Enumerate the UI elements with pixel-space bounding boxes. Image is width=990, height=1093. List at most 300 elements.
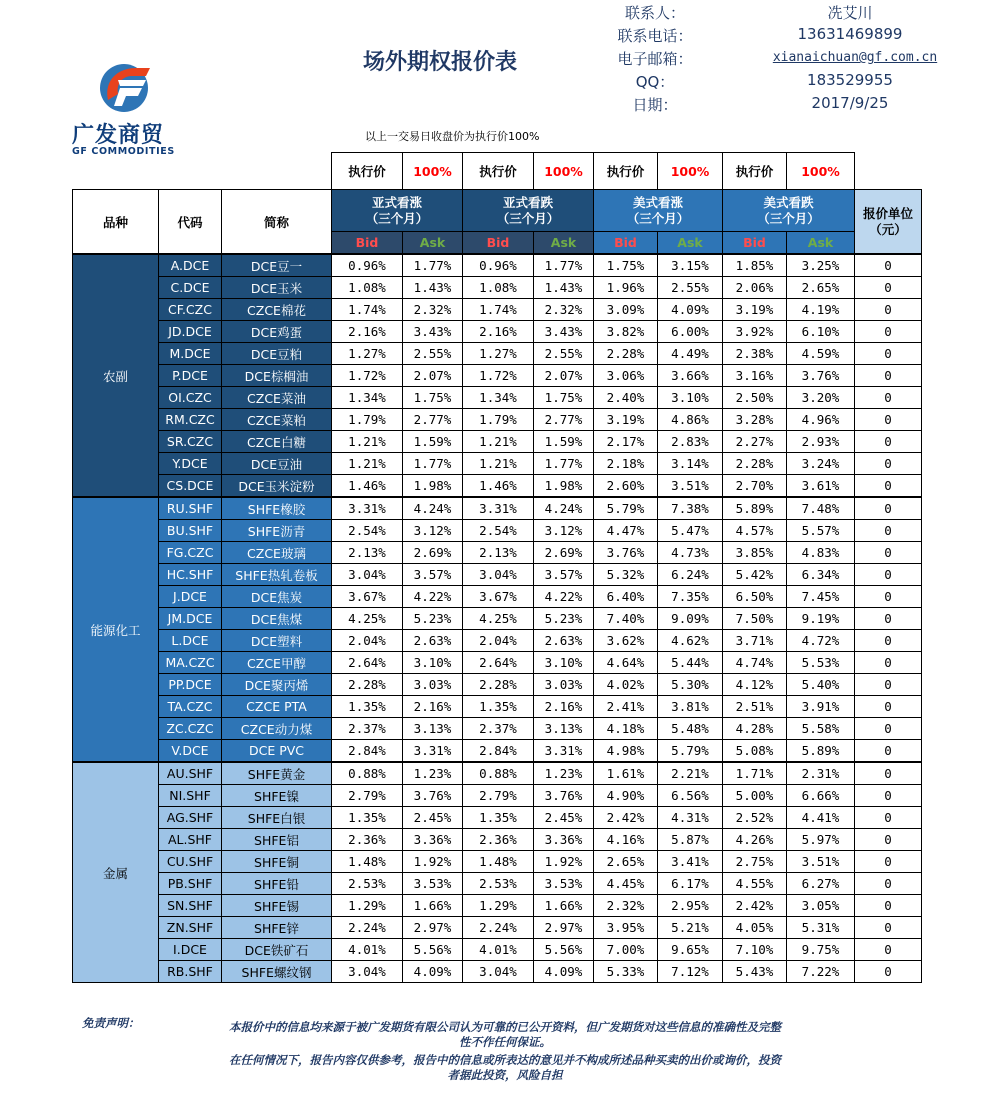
table-row (73, 939, 922, 961)
bid-cell: 2.28% (594, 343, 658, 365)
name-cell: SHFE螺纹钢 (222, 961, 332, 983)
bid-cell: 4.45% (594, 873, 658, 895)
ask-cell: 6.66% (787, 785, 855, 807)
ask-cell: 7.12% (658, 961, 723, 983)
unit-cell: 0 (855, 431, 922, 453)
unit-cell: 0 (855, 299, 922, 321)
code-cell: Y.DCE (159, 453, 222, 475)
bid-cell: 2.54% (463, 520, 534, 542)
table-row (73, 718, 922, 740)
bid-cell: 1.35% (463, 807, 534, 829)
header-option-type: 美式看跌 (763, 194, 814, 210)
ask-cell: 4.86% (658, 409, 723, 431)
bid-cell: 4.98% (594, 740, 658, 763)
ask-cell: 1.77% (534, 453, 594, 475)
ask-cell: 3.12% (403, 520, 463, 542)
ask-cell: 9.65% (658, 939, 723, 961)
bid-cell: 3.71% (723, 630, 787, 652)
ask-cell: 3.31% (403, 740, 463, 763)
ask-cell: 4.73% (658, 542, 723, 564)
bid-cell: 1.35% (463, 696, 534, 718)
name-cell: SHFE铜 (222, 851, 332, 873)
table-row (73, 387, 922, 409)
code-cell: JM.DCE (159, 608, 222, 630)
bid-cell: 2.36% (463, 829, 534, 851)
contact-label-qq: QQ： (635, 73, 675, 91)
ask-cell: 6.17% (658, 873, 723, 895)
unit-cell: 0 (855, 674, 922, 696)
ask-cell: 5.31% (787, 917, 855, 939)
ask-cell: 3.51% (658, 475, 723, 498)
header-bid: Bid (723, 232, 787, 255)
code-cell: HC.SHF (159, 564, 222, 586)
bid-cell: 0.88% (332, 762, 403, 785)
ask-cell: 2.45% (403, 807, 463, 829)
bid-cell: 2.40% (594, 387, 658, 409)
name-cell: DCE铁矿石 (222, 939, 332, 961)
table-row (73, 762, 922, 785)
bid-cell: 1.46% (463, 475, 534, 498)
ask-cell: 5.40% (787, 674, 855, 696)
ask-cell: 1.77% (534, 254, 594, 277)
ask-cell: 2.77% (534, 409, 594, 431)
table-row (73, 917, 922, 939)
bid-cell: 4.90% (594, 785, 658, 807)
ask-cell: 3.10% (403, 652, 463, 674)
ask-cell: 3.36% (534, 829, 594, 851)
bid-cell: 3.82% (594, 321, 658, 343)
unit-cell: 0 (855, 873, 922, 895)
ask-cell: 1.77% (403, 453, 463, 475)
ask-cell: 3.31% (534, 740, 594, 763)
table-row (73, 409, 922, 431)
code-cell: A.DCE (159, 254, 222, 277)
ask-cell: 3.15% (658, 254, 723, 277)
ask-cell: 2.32% (534, 299, 594, 321)
ask-cell: 3.10% (658, 387, 723, 409)
contact-label-email: 电子邮箱： (617, 50, 693, 68)
header-option-term: （三个月） (496, 210, 560, 226)
bid-cell: 1.46% (332, 475, 403, 498)
bid-cell: 1.35% (332, 696, 403, 718)
bid-cell: 3.85% (723, 542, 787, 564)
bid-cell: 2.65% (594, 851, 658, 873)
contact-email-link[interactable]: xianaichuan@gf.com.cn (772, 50, 938, 65)
name-cell: DCE PVC (222, 740, 332, 763)
contact-label-phone: 联系电话： (617, 27, 693, 45)
header-ask: Ask (658, 232, 723, 255)
unit-cell: 0 (855, 652, 922, 674)
bid-cell: 4.18% (594, 718, 658, 740)
bid-cell: 3.16% (723, 365, 787, 387)
disclaimer-line3: 在任何情况下，报告内容仅供参考，报告中的信息或所表达的意见并不构成所述品种买卖的出价或询价，投资 (229, 1053, 781, 1067)
code-cell: AG.SHF (159, 807, 222, 829)
bid-cell: 2.53% (463, 873, 534, 895)
ask-cell: 7.45% (787, 586, 855, 608)
bid-cell: 1.74% (463, 299, 534, 321)
code-cell: BU.SHF (159, 520, 222, 542)
ask-cell: 2.16% (403, 696, 463, 718)
ask-cell: 1.23% (534, 762, 594, 785)
ask-cell: 4.22% (403, 586, 463, 608)
ask-cell: 2.31% (787, 762, 855, 785)
ask-cell: 3.57% (403, 564, 463, 586)
bid-cell: 4.74% (723, 652, 787, 674)
bid-cell: 3.09% (594, 299, 658, 321)
contact-label-person: 联系人： (624, 4, 685, 22)
table-row (73, 674, 922, 696)
ask-cell: 6.34% (787, 564, 855, 586)
ask-cell: 2.21% (658, 762, 723, 785)
ask-cell: 7.35% (658, 586, 723, 608)
bid-cell: 1.72% (332, 365, 403, 387)
quote-body (73, 254, 922, 983)
bid-cell: 1.21% (463, 431, 534, 453)
ask-cell: 4.72% (787, 630, 855, 652)
ask-cell: 1.75% (534, 387, 594, 409)
code-cell: M.DCE (159, 343, 222, 365)
ask-cell: 3.03% (534, 674, 594, 696)
code-cell: AL.SHF (159, 829, 222, 851)
bid-cell: 2.84% (463, 740, 534, 763)
contact-value-person: 冼艾川 (827, 4, 873, 22)
ask-cell: 2.83% (658, 431, 723, 453)
bid-cell: 1.21% (332, 453, 403, 475)
table-row (73, 652, 922, 674)
ask-cell: 7.38% (658, 497, 723, 520)
ask-cell: 3.10% (534, 652, 594, 674)
bid-cell: 5.89% (723, 497, 787, 520)
ask-cell: 3.53% (403, 873, 463, 895)
name-cell: DCE豆粕 (222, 343, 332, 365)
ask-cell: 9.75% (787, 939, 855, 961)
strike-label: 执行价 (332, 153, 403, 190)
bid-cell: 3.04% (332, 564, 403, 586)
ask-cell: 4.59% (787, 343, 855, 365)
bid-cell: 2.42% (594, 807, 658, 829)
table-row (73, 740, 922, 763)
bid-cell: 3.31% (463, 497, 534, 520)
bid-cell: 3.76% (594, 542, 658, 564)
header-option-type: 美式看涨 (632, 194, 683, 210)
strike-note: 以上一交易日收盘价为执行价100% (365, 130, 540, 143)
bid-cell: 2.64% (463, 652, 534, 674)
name-cell: SHFE铝 (222, 829, 332, 851)
ask-cell: 2.63% (534, 630, 594, 652)
ask-cell: 2.45% (534, 807, 594, 829)
ask-cell: 4.19% (787, 299, 855, 321)
ask-cell: 1.77% (403, 254, 463, 277)
bid-cell: 2.13% (332, 542, 403, 564)
bid-cell: 2.36% (332, 829, 403, 851)
bid-cell: 1.96% (594, 277, 658, 299)
header-american-put (723, 190, 855, 232)
ask-cell: 3.43% (403, 321, 463, 343)
code-cell: L.DCE (159, 630, 222, 652)
ask-cell: 2.65% (787, 277, 855, 299)
ask-cell: 5.57% (787, 520, 855, 542)
quote-table (72, 152, 922, 983)
table-row (73, 586, 922, 608)
unit-cell: 0 (855, 939, 922, 961)
ask-cell: 4.09% (403, 961, 463, 983)
ask-cell: 3.03% (403, 674, 463, 696)
unit-cell: 0 (855, 277, 922, 299)
bid-cell: 1.27% (332, 343, 403, 365)
bid-cell: 3.67% (332, 586, 403, 608)
code-cell: SN.SHF (159, 895, 222, 917)
header-unit-currency: （元） (869, 221, 907, 237)
bid-cell: 1.21% (332, 431, 403, 453)
contact-value-date: 2017/9/25 (811, 94, 889, 112)
header-option-type: 亚式看跌 (502, 194, 553, 210)
bid-cell: 2.04% (332, 630, 403, 652)
bid-cell: 5.43% (723, 961, 787, 983)
bid-cell: 2.38% (723, 343, 787, 365)
table-row (73, 431, 922, 453)
contact-value-phone: 13631469899 (797, 25, 903, 43)
bid-cell: 4.25% (332, 608, 403, 630)
ask-cell: 4.96% (787, 409, 855, 431)
bid-cell: 1.48% (463, 851, 534, 873)
unit-cell: 0 (855, 829, 922, 851)
code-cell: CS.DCE (159, 475, 222, 498)
name-cell: CZCE甲醇 (222, 652, 332, 674)
ask-cell: 7.48% (787, 497, 855, 520)
strike-label: 执行价 (594, 153, 658, 190)
bid-cell: 2.28% (463, 674, 534, 696)
unit-cell: 0 (855, 608, 922, 630)
bid-cell: 3.67% (463, 586, 534, 608)
table-row (73, 851, 922, 873)
bid-cell: 1.21% (463, 453, 534, 475)
bid-cell: 2.17% (594, 431, 658, 453)
table-row (73, 961, 922, 983)
strike-pct: 100% (658, 153, 723, 190)
ask-cell: 2.16% (534, 696, 594, 718)
table-row (73, 895, 922, 917)
bid-cell: 1.27% (463, 343, 534, 365)
unit-cell: 0 (855, 851, 922, 873)
table-row (73, 321, 922, 343)
bid-cell: 4.25% (463, 608, 534, 630)
bid-cell: 4.01% (332, 939, 403, 961)
bid-cell: 3.19% (594, 409, 658, 431)
header-option-term: （三个月） (365, 210, 429, 226)
bid-cell: 2.04% (463, 630, 534, 652)
name-cell: CZCE玻璃 (222, 542, 332, 564)
unit-cell: 0 (855, 365, 922, 387)
bid-cell: 3.31% (332, 497, 403, 520)
bid-cell: 3.04% (332, 961, 403, 983)
ask-cell: 4.09% (534, 961, 594, 983)
bid-cell: 5.32% (594, 564, 658, 586)
ask-cell: 2.32% (403, 299, 463, 321)
ask-cell: 3.76% (534, 785, 594, 807)
bid-cell: 6.50% (723, 586, 787, 608)
bid-cell: 2.53% (332, 873, 403, 895)
name-cell: SHFE黄金 (222, 762, 332, 785)
unit-cell: 0 (855, 542, 922, 564)
ask-cell: 2.55% (534, 343, 594, 365)
bid-cell: 2.64% (332, 652, 403, 674)
header-option-term: （三个月） (626, 210, 690, 226)
header-ask: Ask (403, 232, 463, 255)
bid-cell: 2.51% (723, 696, 787, 718)
bid-cell: 4.26% (723, 829, 787, 851)
bid-cell: 2.37% (463, 718, 534, 740)
bid-cell: 7.40% (594, 608, 658, 630)
ask-cell: 1.92% (403, 851, 463, 873)
gf-logo-icon (96, 60, 154, 114)
ask-cell: 2.93% (787, 431, 855, 453)
bid-cell: 4.28% (723, 718, 787, 740)
bid-cell: 5.08% (723, 740, 787, 763)
bid-cell: 4.05% (723, 917, 787, 939)
ask-cell: 1.92% (534, 851, 594, 873)
ask-cell: 3.20% (787, 387, 855, 409)
bid-cell: 1.74% (332, 299, 403, 321)
bid-cell: 2.50% (723, 387, 787, 409)
name-cell: DCE鸡蛋 (222, 321, 332, 343)
table-row (73, 497, 922, 520)
bid-cell: 5.42% (723, 564, 787, 586)
name-cell: DCE塑料 (222, 630, 332, 652)
ask-cell: 5.44% (658, 652, 723, 674)
header-unit-title: 报价单位 (862, 205, 913, 221)
ask-cell: 4.62% (658, 630, 723, 652)
bid-cell: 2.32% (594, 895, 658, 917)
bid-cell: 4.55% (723, 873, 787, 895)
strike-pct: 100% (534, 153, 594, 190)
bid-cell: 2.18% (594, 453, 658, 475)
code-cell: V.DCE (159, 740, 222, 763)
unit-cell: 0 (855, 497, 922, 520)
bid-cell: 3.92% (723, 321, 787, 343)
group-label: 能源化工 (73, 497, 159, 762)
unit-cell: 0 (855, 520, 922, 542)
bid-cell: 3.06% (594, 365, 658, 387)
bid-cell: 5.79% (594, 497, 658, 520)
ask-cell: 3.76% (403, 785, 463, 807)
code-cell: ZN.SHF (159, 917, 222, 939)
ask-cell: 6.10% (787, 321, 855, 343)
bid-cell: 1.79% (332, 409, 403, 431)
bid-cell: 7.10% (723, 939, 787, 961)
code-cell: JD.DCE (159, 321, 222, 343)
name-cell: CZCE白糖 (222, 431, 332, 453)
bid-cell: 3.28% (723, 409, 787, 431)
code-cell: MA.CZC (159, 652, 222, 674)
ask-cell: 4.83% (787, 542, 855, 564)
bid-cell: 2.70% (723, 475, 787, 498)
code-cell: SR.CZC (159, 431, 222, 453)
name-cell: SHFE沥青 (222, 520, 332, 542)
logo-name-cn: 广发商贸 (72, 123, 165, 148)
bid-cell: 2.24% (463, 917, 534, 939)
table-row (73, 475, 922, 498)
unit-cell: 0 (855, 343, 922, 365)
bid-cell: 2.84% (332, 740, 403, 763)
ask-cell: 2.69% (534, 542, 594, 564)
ask-cell: 3.13% (534, 718, 594, 740)
ask-cell: 2.97% (403, 917, 463, 939)
ask-cell: 7.22% (787, 961, 855, 983)
name-cell: DCE玉米淀粉 (222, 475, 332, 498)
bid-cell: 2.28% (723, 453, 787, 475)
ask-cell: 5.48% (658, 718, 723, 740)
bid-cell: 1.48% (332, 851, 403, 873)
bid-cell: 2.13% (463, 542, 534, 564)
bid-cell: 4.02% (594, 674, 658, 696)
code-cell: TA.CZC (159, 696, 222, 718)
ask-cell: 3.25% (787, 254, 855, 277)
bid-cell: 1.79% (463, 409, 534, 431)
ask-cell: 5.89% (787, 740, 855, 763)
disclaimer-line1: 本报价中的信息均来源于被广发期货有限公司认为可靠的已公开资料，但广发期货对这些信息的准确性及完整 (229, 1020, 781, 1034)
ask-cell: 6.00% (658, 321, 723, 343)
bid-cell: 3.62% (594, 630, 658, 652)
ask-cell: 3.41% (658, 851, 723, 873)
header-ask: Ask (534, 232, 594, 255)
bid-cell: 1.85% (723, 254, 787, 277)
bid-cell: 1.34% (463, 387, 534, 409)
unit-cell: 0 (855, 453, 922, 475)
bid-cell: 2.60% (594, 475, 658, 498)
ask-cell: 1.98% (403, 475, 463, 498)
ask-cell: 5.58% (787, 718, 855, 740)
ask-cell: 1.59% (403, 431, 463, 453)
unit-cell: 0 (855, 586, 922, 608)
table-row (73, 785, 922, 807)
table-row (73, 630, 922, 652)
bid-cell: 5.00% (723, 785, 787, 807)
name-cell: SHFE橡胶 (222, 497, 332, 520)
bid-cell: 3.04% (463, 564, 534, 586)
unit-cell: 0 (855, 762, 922, 785)
code-cell: NI.SHF (159, 785, 222, 807)
ask-cell: 1.43% (403, 277, 463, 299)
ask-cell: 4.24% (534, 497, 594, 520)
contact-value-qq: 183529955 (807, 71, 893, 89)
ask-cell: 5.47% (658, 520, 723, 542)
bid-cell: 5.33% (594, 961, 658, 983)
code-cell: CU.SHF (159, 851, 222, 873)
ask-cell: 2.07% (403, 365, 463, 387)
header-option-type: 亚式看涨 (371, 194, 422, 210)
bid-cell: 2.27% (723, 431, 787, 453)
bid-cell: 2.79% (332, 785, 403, 807)
ask-cell: 4.09% (658, 299, 723, 321)
name-cell: DCE棕榈油 (222, 365, 332, 387)
bid-cell: 2.79% (463, 785, 534, 807)
name-cell: DCE焦炭 (222, 586, 332, 608)
bid-cell: 2.24% (332, 917, 403, 939)
ask-cell: 5.23% (534, 608, 594, 630)
ask-cell: 5.53% (787, 652, 855, 674)
code-cell: RB.SHF (159, 961, 222, 983)
table-row (73, 807, 922, 829)
bid-cell: 3.04% (463, 961, 534, 983)
header-bid: Bid (463, 232, 534, 255)
bid-cell: 4.01% (463, 939, 534, 961)
ask-cell: 2.55% (403, 343, 463, 365)
header-asian-call (332, 190, 463, 232)
table-row (73, 277, 922, 299)
ask-cell: 2.55% (658, 277, 723, 299)
bid-cell: 0.96% (463, 254, 534, 277)
table-row (73, 365, 922, 387)
